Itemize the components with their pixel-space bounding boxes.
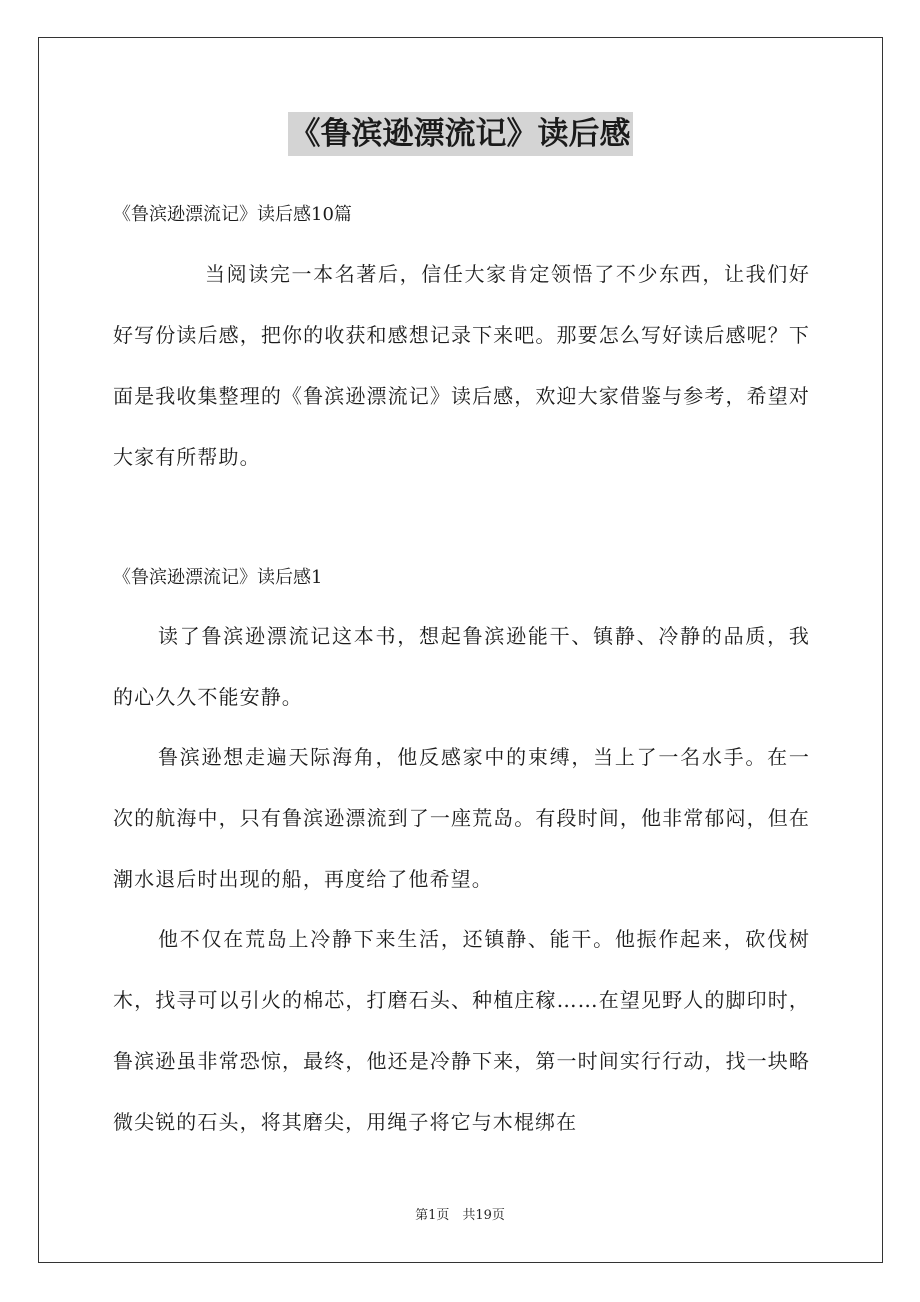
body-paragraph-2: 鲁滨逊想走遍天际海角，他反感家中的束缚，当上了一名水手。在一次的航海中，只有鲁滨逊漂流到了一座荒岛。有段时间，他非常郁闷，但在潮水退后时出现的船，再度给了他希望。 <box>113 745 810 891</box>
body-paragraph-1: 读了鲁滨逊漂流记这本书，想起鲁滨逊能干、镇静、冷静的品质，我的心久久不能安静。 <box>113 624 810 709</box>
body-paragraph-3: 他不仅在荒岛上冷静下来生活，还镇静、能干。他振作起来，砍伐树木，找寻可以引火的棉芯，打磨石头、种植庄稼……在望见野人的脚印时，鲁滨逊虽非常恐惊，最终，他还是冷静下来，第一时间实行行动，找一块略微尖锐的石头，将其磨尖，用绳子将它与木棍绑在 <box>113 927 810 1134</box>
section-heading: 《鲁滨逊漂流记》读后感1 <box>113 567 323 588</box>
document-title: 《鲁滨逊漂流记》读后感 <box>288 112 633 156</box>
intro-paragraph: 当阅读完一本名著后，信任大家肯定领悟了不少东西，让我们好好写份读后感，把你的收获和感想记录下来吧。那要怎么写好读后感呢？下面是我收集整理的《鲁滨逊漂流记》读后感，欢迎大家借鉴与参考，希望对大家有所帮助。 <box>113 262 810 469</box>
page-footer: 第1页 共19页 <box>415 1208 505 1223</box>
title-container <box>0 112 920 156</box>
document-subtitle: 《鲁滨逊漂流记》读后感10篇 <box>113 204 352 225</box>
